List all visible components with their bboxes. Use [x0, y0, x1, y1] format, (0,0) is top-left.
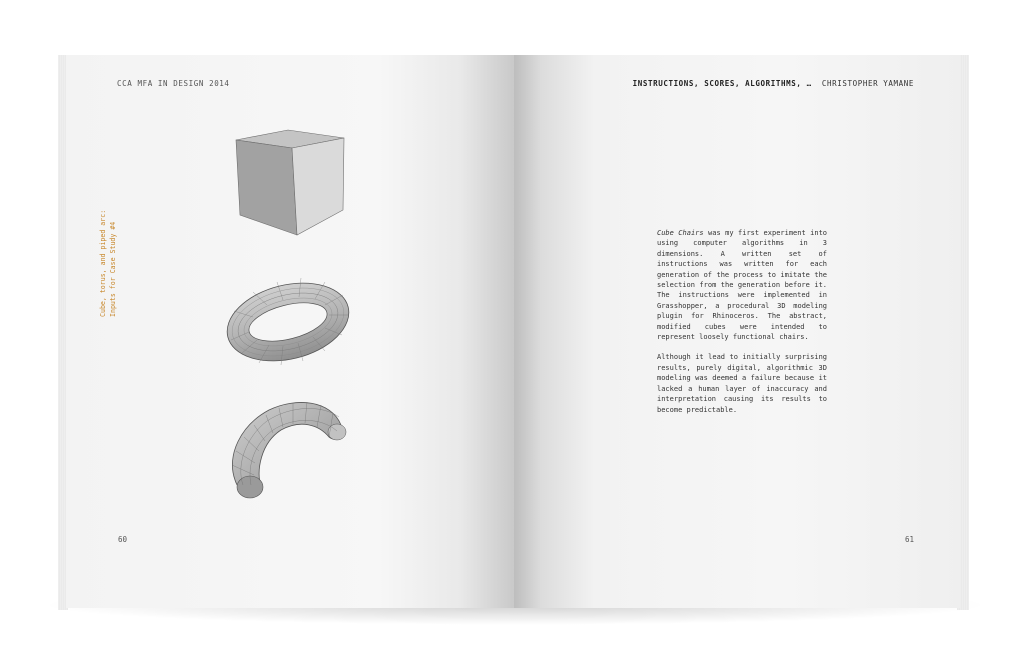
- right-page: [514, 55, 960, 608]
- left-page: [66, 55, 514, 608]
- paragraph-2: Although it lead to initially surprising results, purely digital, algorithmic 3D modeling was deemed a failure because it lacked a human layer of inaccuracy and interpretation causing its results to become predictable.: [657, 353, 827, 414]
- caption-line-1: Cube, torus, and piped arc:: [99, 209, 107, 317]
- paragraph-1: [657, 228, 827, 342]
- cube-model: [236, 130, 344, 235]
- running-head-author: CHRISTOPHER YAMANE: [821, 79, 914, 88]
- right-page-number: 61: [904, 535, 914, 544]
- figure-3d-models: [221, 125, 366, 515]
- body-text: [657, 228, 827, 425]
- project-title: Cube Chairs: [657, 229, 704, 237]
- right-running-head: [633, 79, 914, 88]
- figure-caption: [98, 210, 118, 317]
- piped-arc-model: [232, 402, 346, 498]
- torus-model: [221, 271, 357, 373]
- left-running-head: CCA MFA IN DESIGN 2014: [117, 79, 230, 88]
- caption-line-2: Inputs for Case Study #4: [109, 221, 117, 317]
- paragraph-1-text: was my first experiment into using computer algorithms in 3 dimensions. A written set of instructions was written for each generation of the process to imitate the selection from the generation before it. The instructions were implemented in Grasshopper, a procedural 3D modeling plugin for Rhinoceros. The abstract, modified cubes were intended to represent loosely functional chairs.: [657, 229, 828, 342]
- running-head-title: INSTRUCTIONS, SCORES, ALGORITHMS, …: [632, 79, 812, 88]
- left-page-number: 60: [118, 535, 128, 544]
